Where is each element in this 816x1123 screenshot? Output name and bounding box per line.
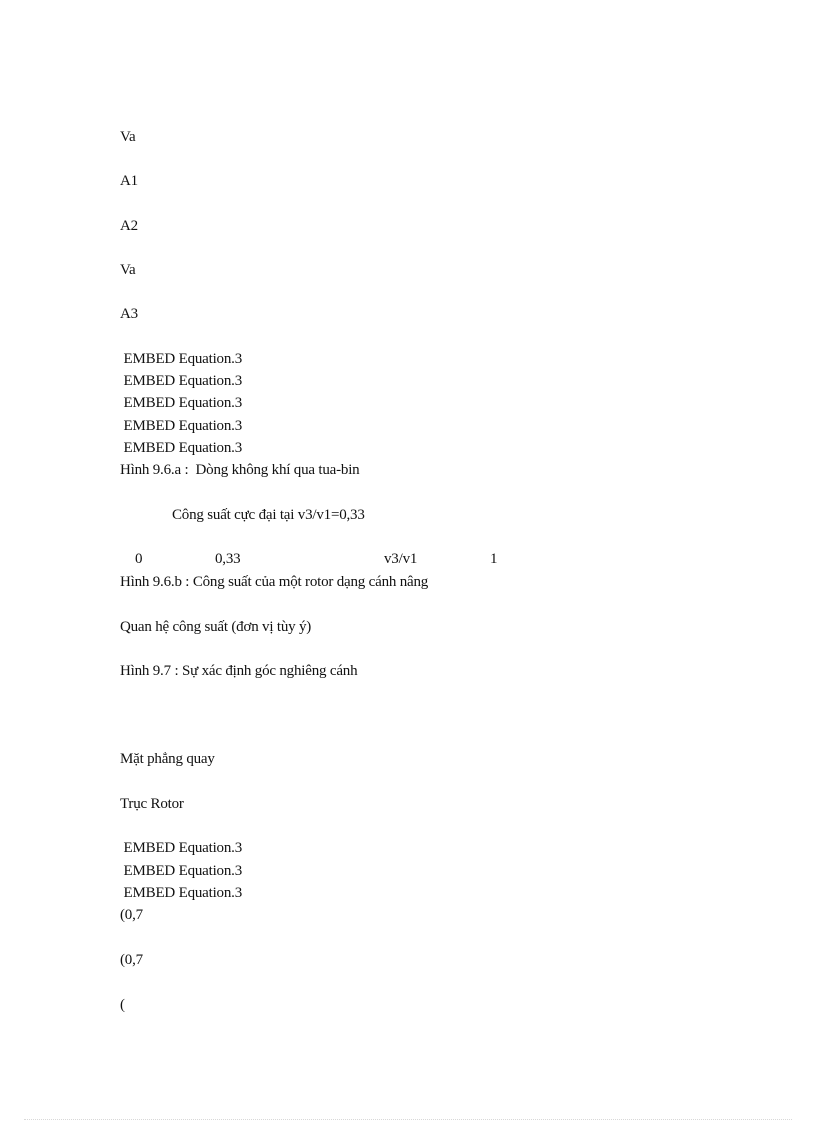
embed-equation: EMBED Equation.3	[120, 373, 243, 389]
embed-equation: EMBED Equation.3	[120, 863, 243, 879]
angle-label: (	[120, 997, 125, 1013]
axis-tick-1: 1	[490, 551, 498, 567]
label-va-top: Va	[120, 129, 136, 145]
embed-equation: EMBED Equation.3	[120, 351, 243, 367]
embed-equation: EMBED Equation.3	[120, 418, 243, 434]
label-a2: A2	[120, 218, 138, 234]
axis-tick-033: 0,33	[215, 551, 241, 567]
figure-caption-9-7: Hình 9.7 : Sự xác định góc nghiêng cánh	[120, 663, 358, 679]
embed-equation: EMBED Equation.3	[120, 840, 243, 856]
label-va-bottom: Va	[120, 262, 136, 278]
page-bottom-divider	[24, 1119, 792, 1120]
angle-label: (0,7	[120, 907, 143, 923]
power-relation-label: Quan hệ công suất (đơn vị tùy ý)	[120, 619, 312, 635]
max-power-note: Công suất cực đại tại v3/v1=0,33	[172, 507, 365, 523]
rotation-plane-label: Mặt phẳng quay	[120, 751, 215, 767]
embed-equation: EMBED Equation.3	[120, 395, 243, 411]
label-a3: A3	[120, 306, 138, 322]
figure-caption-9-6a: Hình 9.6.a : Dòng không khí qua tua-bin	[120, 462, 360, 478]
label-a1: A1	[120, 173, 138, 189]
figure-caption-9-6b: Hình 9.6.b : Công suất của một rotor dạng cánh nâng	[120, 574, 429, 590]
axis-label-x: v3/v1	[384, 551, 418, 567]
angle-label: (0,7	[120, 952, 143, 968]
embed-equation: EMBED Equation.3	[120, 885, 243, 901]
axis-tick-0: 0	[135, 551, 143, 567]
embed-equation: EMBED Equation.3	[120, 440, 243, 456]
rotor-axis-label: Trục Rotor	[120, 796, 184, 812]
